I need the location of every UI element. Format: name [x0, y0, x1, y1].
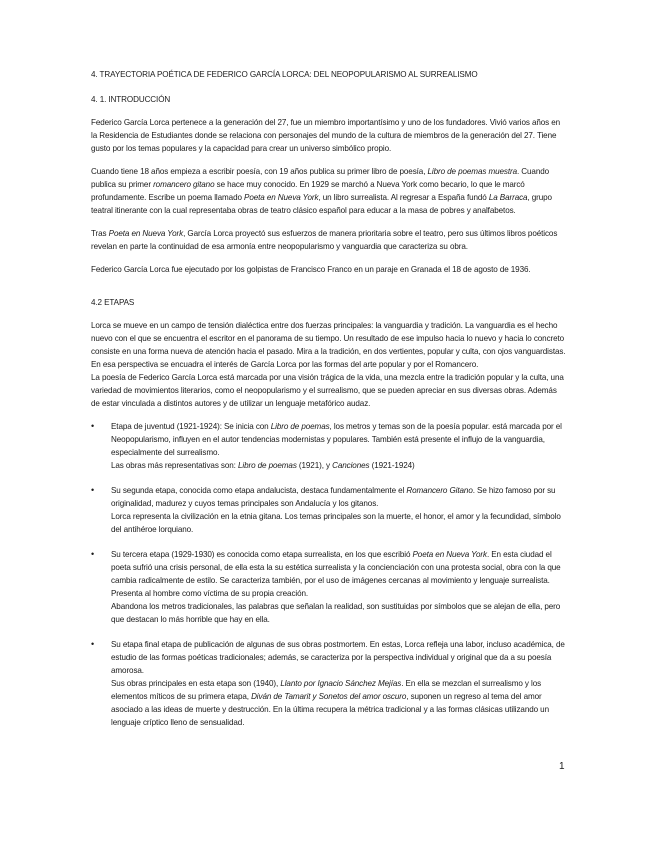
- list-item: [91, 548, 567, 626]
- text-run: , un libro surrealista. Al regresar a España fundó: [318, 193, 489, 202]
- list-item: [91, 484, 567, 536]
- text-run: . Se hizo famoso por su originalidad, madurez y cuyos temas principales son Andalucía y los gitanos.: [111, 486, 556, 508]
- text-run: Su segunda etapa, conocida como etapa andalucista, destaca fundamentalmente el: [111, 486, 407, 495]
- list-item-line: Lorca representa la civilización en la etnia gitana. Los temas principales son la muerte, el honor, el amor y la fecundidad, símbolo del antihéroe lorquiano.: [111, 512, 561, 534]
- text-run: Etapa de juventud (1921-1924): Se inicia con: [111, 422, 271, 431]
- list-item-line: [111, 677, 567, 729]
- text-run: . Cuando publica su primer: [91, 167, 550, 189]
- book-title: Diván de Tamarit y Sonetos del amor oscuro: [251, 692, 407, 701]
- intro-heading: 4. 1. INTRODUCCIÓN: [91, 95, 171, 104]
- book-title: Poeta en Nueva York: [412, 550, 487, 559]
- intro-paragraph-2: [91, 165, 567, 217]
- page-body: [91, 68, 567, 741]
- text-run: Su etapa final etapa de publicación de algunas de sus obras postmortem. En estas, Lorca refleja una labor, incluso académica, de estudio de las formas poéticas tradicionales; además, se caracteriza por la perspectiva individual y original que da a su poesía amorosa.: [111, 640, 565, 675]
- book-title: Libro de poemas: [237, 461, 297, 470]
- bullet-icon: •: [91, 639, 95, 649]
- stages-list: [91, 420, 567, 729]
- list-item: [91, 638, 567, 729]
- bullet-icon: •: [91, 421, 95, 431]
- list-item-line: Abandona los metros tradicionales, las palabras que señalan la realidad, son sustituidas por símbolos que se alejan de ella, pero que destacan lo más horrible que hay en ella.: [111, 602, 561, 624]
- stages-paragraph-1: Lorca se mueve en un campo de tensión dialéctica entre dos fuerzas principales: la vanguardia y tradición. La vanguardia es el hecho nuevo con el que se encuentra el escritor en el panorama de su tiempo. Un resultado de ese impulso hacia lo nuevo y hacia lo concreto consiste en una forma nueva de atención hacia el pasado. Mira a la tradición, en dos vertientes, popular y culta, con ojos vanguardistas. En esa perspectiva se encuadra el interés de García Lorca por las formas del arte popular y por el Romancero.: [91, 321, 566, 369]
- stages-heading: 4.2 ETAPAS: [91, 298, 135, 307]
- list-item-line: [111, 459, 567, 472]
- page-number: 1: [559, 761, 565, 772]
- text-run: , García Lorca proyectó sus esfuerzos de manera prioritaria sobre el teatro, pero sus últimos libros poéticos revelan en parte la continuidad de esa armonía entre neopopularismo y vanguardia que caracteriza su obra.: [91, 229, 558, 251]
- text-run: se hace muy conocido. En 1929 se marchó a Nueva York como becario, lo que le marcó profundamente. Escribe un poema llamado: [91, 180, 525, 202]
- book-title: romancero gitano: [153, 180, 215, 189]
- book-title: Poeta en Nueva York: [108, 229, 184, 238]
- text-run: Las obras más representativas son:: [111, 461, 238, 470]
- intro-paragraph-1: Federico García Lorca pertenece a la generación del 27, fue un miembro importantísimo y uno de los fundadores. Vivió varios años en la Residencia de Estudiantes donde se relaciona con personajes del mundo de la cultura de miembros de la generación del 27. Tiene gusto por los temas populares y la capacidad para crear un universo simbólico propio.: [91, 118, 561, 153]
- book-title: La Barraca: [488, 193, 528, 202]
- book-title: Libro de poemas muestra: [427, 167, 517, 176]
- book-title: Libro de poemas: [270, 422, 330, 431]
- text-run: (1921), y: [296, 461, 333, 470]
- text-run: . En esta ciudad el poeta sufrió una crisis personal, de ella esta la su estética surrealista y la concienciación con una protesta social, obra con la que cambia radicalmente de estilo. Se caracteriza también, por el uso de imágenes cercanas al movimiento y lenguaje surrealista. Presenta al hombre como víctima de su propia creación.: [111, 550, 561, 598]
- text-run: , grupo teatral itinerante con la cual representaba obras de teatro clásico español para educar a la masa de pobres y analfabetos.: [91, 193, 552, 215]
- text-run: Sus obras principales en esta etapa son (1940),: [111, 679, 281, 688]
- document-title: 4. TRAYECTORIA POÉTICA DE FEDERICO GARCÍA LORCA: DEL NEOPOPULARISMO AL SURREALISMO: [91, 70, 478, 79]
- text-run: , los metros y temas son de la poesía popular. está marcada por el Neopopularismo, influyen en el autor tendencias modernistas y populares. También está presente el influjo de la vanguardia, especialmente del surrealismo.: [111, 422, 562, 457]
- text-run: . En ella se mezclan el surrealismo y los elementos míticos de su primera etapa,: [111, 679, 542, 701]
- stages-paragraph-2: La poesía de Federico García Lorca está marcada por una visión trágica de la vida, una mezcla entre la tradición popular y la culta, una variedad de movimientos literarios, como el neopopularismo y el surrealismo, que se pueden apreciar en sus diversas obras. Además de estar vinculada a distintos autores y de utilizar un lenguaje metafórico audaz.: [91, 373, 564, 408]
- text-run: , suponen un regreso al tema del amor asociado a las ideas de muerte y destrucción. En la última recupera la métrica tradicional y a las formas clásicas utilizando un lenguaje críptico lleno de sensualidad.: [111, 692, 549, 727]
- text-run: (1921-1924): [369, 461, 415, 470]
- intro-paragraph-4: Federico García Lorca fue ejecutado por los golpistas de Francisco Franco en un paraje en Granada el 18 de agosto de 1936.: [91, 265, 531, 274]
- book-title: Romancero Gitano: [406, 486, 473, 495]
- book-title: Poeta en Nueva York: [244, 193, 319, 202]
- book-title: Canciones: [332, 461, 370, 470]
- intro-paragraph-3: [91, 227, 567, 253]
- text-run: Tras: [91, 229, 109, 238]
- book-title: Llanto por Ignacio Sánchez Mejías: [280, 679, 402, 688]
- text-run: Su tercera etapa (1929-1930) es conocida como etapa surrealista, en los que escribió: [111, 550, 413, 559]
- list-item: [91, 420, 567, 472]
- text-run: Cuando tiene 18 años empieza a escribir poesía, con 19 años publica su primer libro de poesía,: [91, 167, 428, 176]
- bullet-icon: •: [91, 485, 95, 495]
- bullet-icon: •: [91, 549, 95, 559]
